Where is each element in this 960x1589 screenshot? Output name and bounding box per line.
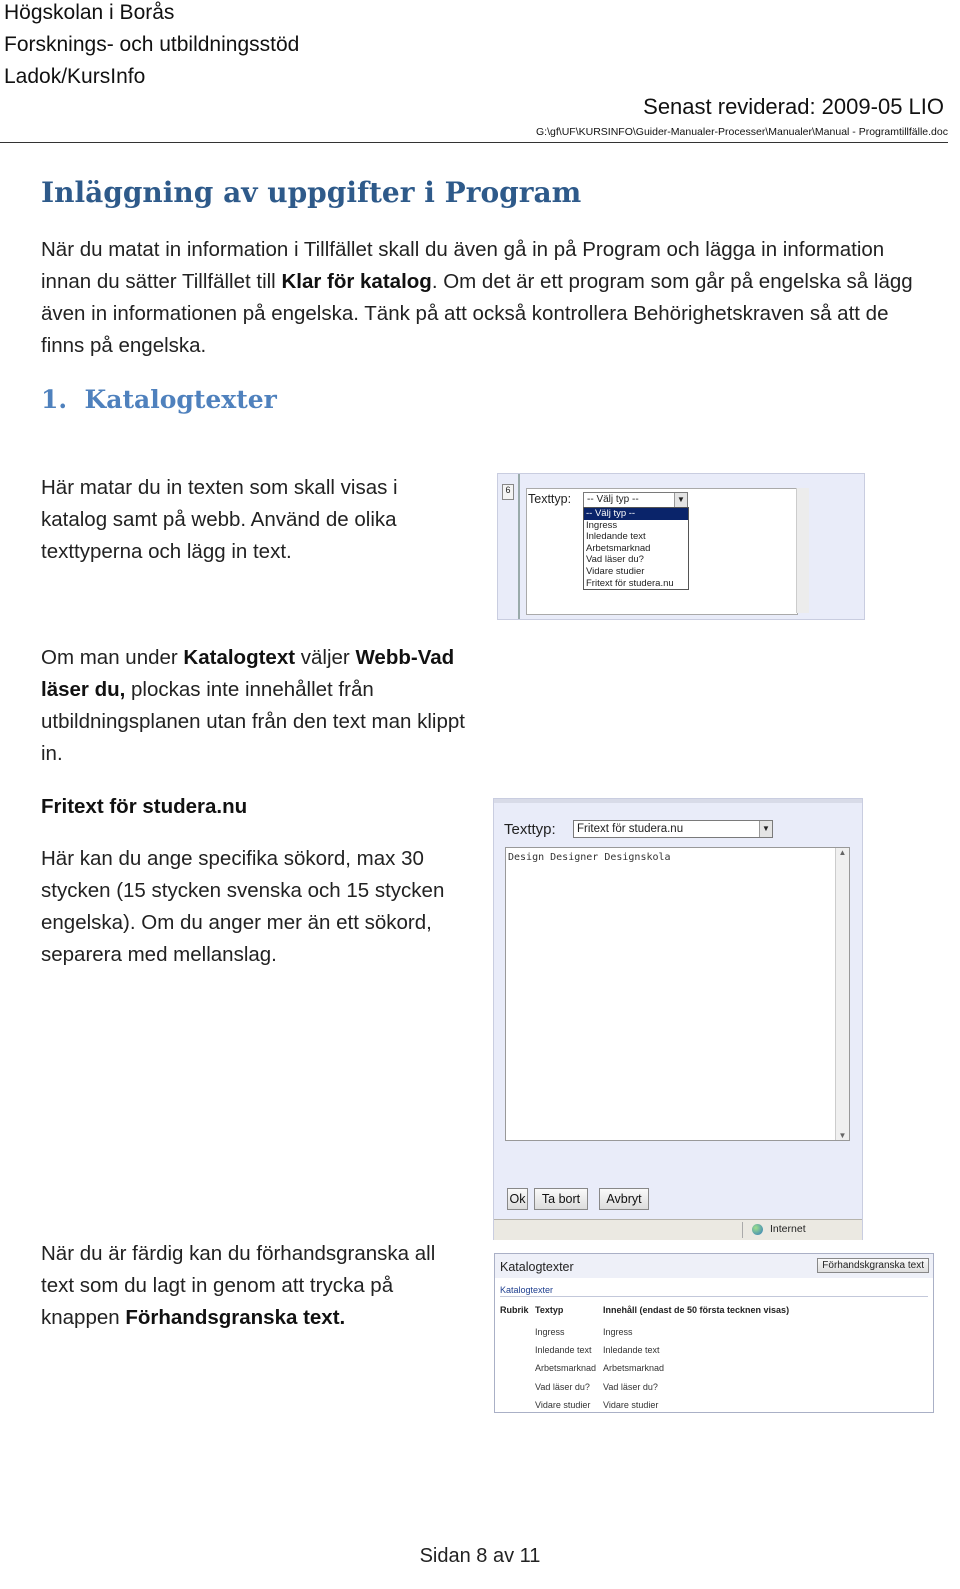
table-row[interactable]: Inledande text (535, 1345, 592, 1356)
intro-text-a: När du matat in information i Tillfället skall du även gå in på Program och lägga in information innan du sätter Tillfället till (41, 238, 885, 293)
option-selected[interactable]: -- Välj typ -- (584, 508, 688, 520)
top-bar (494, 799, 862, 803)
intro-bold: Klar för katalog (281, 270, 432, 293)
section-title: Katalogtexter (84, 385, 277, 414)
table-cell: Arbetsmarknad (603, 1363, 665, 1374)
option[interactable]: Ingress (586, 519, 618, 531)
col-rubrik: Rubrik (500, 1305, 529, 1315)
status-bar (494, 1219, 862, 1240)
ok-button[interactable]: Ok (507, 1188, 528, 1210)
col-textyp: Textyp (535, 1305, 564, 1315)
unit-name: Ladok/KursInfo (4, 65, 146, 88)
table-row[interactable]: Ingress (535, 1327, 565, 1337)
katalog-paragraph: Här matar du in texten som skall visas i katalog samt på webb. Använd de olika texttyperna och lägg in text. (41, 476, 398, 563)
row-number: 6 (502, 484, 514, 500)
table-row[interactable]: Vidare studier (535, 1399, 591, 1410)
panel-header (495, 1254, 933, 1278)
para4-text: När du är färdig kan du förhandsgranska all text som du lagt in genom att trycka på knappen (41, 1242, 436, 1329)
status-divider (742, 1222, 743, 1238)
texttyp-select[interactable] (573, 820, 773, 838)
table-cell: Ingress (603, 1327, 633, 1337)
table-cell: Inledande text (603, 1345, 660, 1356)
preview-button[interactable]: Förhandskgranska text (817, 1258, 929, 1273)
revision-date: Senast reviderad: 2009-05 LIO (643, 94, 944, 119)
texttyp-select-value: Fritext för studera.nu (577, 823, 684, 835)
org-name: Högskolan i Borås (4, 1, 175, 24)
panel-divider (518, 474, 520, 619)
texttyp-label: Texttyp: (528, 492, 572, 506)
para2-bold: Webb-Vad läser du, (41, 646, 455, 701)
table-cell: Vad läser du? (603, 1381, 658, 1392)
fritext-heading: Fritext för studera.nu (41, 795, 248, 818)
option[interactable]: Vad läser du? (586, 554, 644, 566)
file-path: G:\gf\UF\KURSINFO\Guider-Manualer-Processer\Manualer\Manual - Programtillfälle.doc (536, 126, 948, 138)
texttyp-options (583, 507, 689, 590)
intro-paragraph (41, 234, 931, 362)
col-content: Innehåll (endast de 50 första tecknen visas) (603, 1305, 790, 1315)
option[interactable]: Vidare studier (586, 565, 645, 577)
texttyp-label: Texttyp: (504, 821, 556, 838)
cancel-button[interactable]: Avbryt (599, 1188, 649, 1210)
para4-bold: Förhandsgranska text. (125, 1306, 346, 1329)
scrollbar[interactable] (835, 848, 849, 1140)
texttyp-select[interactable] (583, 492, 688, 508)
sokord-textarea[interactable] (505, 847, 850, 1141)
webb-paragraph (41, 642, 471, 770)
texttyp-dropdown-screenshot (497, 473, 865, 620)
intro-text-b: . Om det är ett program som går på engelska så lägg även in informationen på engelska. Tänk på att också kontrollera Behörighetskraven så att de finns på engelska. (41, 270, 913, 357)
para2-text: plockas inte innehållet från utbildningsplanen utan från den text man klippt in. (41, 678, 465, 765)
chevron-down-icon: ▼ (674, 493, 687, 507)
katalogtexter-screenshot (494, 1253, 934, 1413)
para2-bold: Katalogtext (183, 646, 296, 669)
scrollbar[interactable] (796, 488, 809, 613)
table-row[interactable]: Vad läser du? (535, 1381, 590, 1392)
scroll-down-icon[interactable]: ▼ (838, 1131, 847, 1140)
section-number: 1. (41, 385, 68, 414)
remove-button[interactable]: Ta bort (534, 1188, 588, 1210)
preview-paragraph (41, 1238, 461, 1334)
page-title: Inläggning av uppgifter i Program (41, 176, 582, 209)
content-column (603, 1323, 664, 1414)
page-number: Sidan 8 av 11 (419, 1545, 541, 1567)
table-cell: Vidare studier (603, 1399, 659, 1410)
tab-divider (500, 1296, 928, 1297)
texttyp-select-value: -- Välj typ -- (587, 494, 639, 505)
header-divider (0, 142, 948, 143)
texttype-column (535, 1323, 596, 1414)
para2-text: Om man under (41, 646, 184, 669)
scroll-up-icon[interactable]: ▲ (838, 848, 847, 857)
tab-katalogtexter[interactable]: Katalogtexter (500, 1285, 554, 1295)
fritext-screenshot (493, 798, 863, 1240)
textarea-value: Design Designer Designskola (508, 852, 671, 863)
option[interactable]: Inledande text (586, 531, 646, 543)
option[interactable]: Arbetsmarknad (586, 542, 651, 554)
section-heading (41, 385, 277, 414)
table-row[interactable]: Arbetsmarknad (535, 1363, 597, 1374)
option[interactable]: Fritext för studera.nu (586, 577, 674, 589)
panel-title: Katalogtexter (500, 1260, 574, 1274)
globe-icon (752, 1224, 763, 1235)
chevron-down-icon: ▼ (759, 821, 772, 837)
sokord-paragraph: Här kan du ange specifika sökord, max 30 stycken (15 stycken svenska och 15 stycken engelska). Om du anger mer än ett sökord, separera med mellanslag. (41, 847, 445, 966)
status-zone: Internet (770, 1223, 806, 1235)
department-name: Forsknings- och utbildningsstöd (4, 33, 300, 56)
para2-text: väljer (295, 646, 356, 669)
